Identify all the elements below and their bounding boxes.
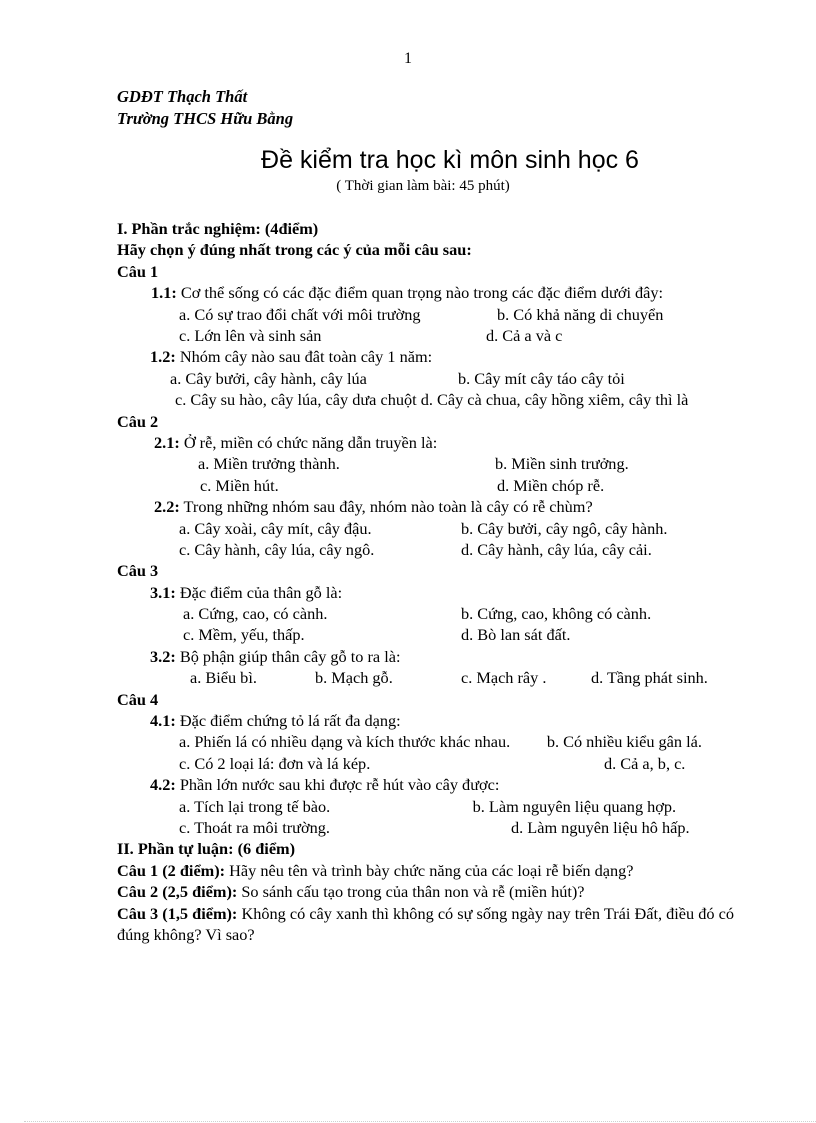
question-4-1 [117, 710, 734, 731]
part2-heading: II. Phần tự luận: (6 điểm) [117, 839, 296, 859]
answer-option: b. Miền sinh trưởng. [495, 454, 629, 474]
page-bottom-divider [24, 1121, 816, 1122]
answer-row [117, 325, 734, 346]
question-1-1-text: Cơ thể sống có các đặc điểm quan trọng nào trong các đặc điểm dưới đây: [176, 283, 664, 303]
answer-option: b. Có khả năng di chuyển [497, 304, 664, 324]
question-4-2-text: Phần lớn nước sau khi được rễ hút vào cây được: [175, 775, 500, 795]
question-3-label: Câu 3 [117, 561, 159, 581]
question-2-2-text: Trong những nhóm sau đây, nhóm nào toàn là cây có rễ chùm? [179, 497, 593, 517]
part1-instruction: Hãy chọn ý đúng nhất trong các ý của mỗi câu sau: [117, 240, 472, 260]
question-1-2-text: Nhóm cây nào sau đât toàn cây 1 năm: [175, 347, 433, 367]
school-name: Trường THCS Hữu Bằng [117, 109, 294, 128]
question-4-label: Câu 4 [117, 689, 159, 709]
question-2-1 [117, 432, 734, 453]
question-1-label: Câu 1 [117, 261, 159, 281]
answer-row [117, 753, 734, 774]
answer-option: b. Cây bưởi, cây ngô, cây hành. [461, 518, 668, 538]
essay-question-3 [117, 903, 734, 946]
answer-option: c. Lớn lên và sinh sản [179, 325, 322, 345]
answer-option: c. Cây hành, cây lúa, cây ngô. [179, 539, 375, 559]
answer-option: c. Thoát ra môi trường. [179, 818, 330, 837]
question-1-1-number: 1.1: [151, 283, 177, 303]
answer-row [117, 368, 734, 389]
answer-row [117, 603, 734, 624]
answer-option: b. Cây mít cây táo cây tỏi [458, 368, 625, 388]
answer-option: d. Cây hành, cây lúa, cây cải. [461, 539, 652, 559]
question-3-2 [117, 646, 734, 667]
essay-question-2-label: Câu 2 (2,5 điểm): [117, 882, 238, 902]
answer-option: b. Cứng, cao, không có cành. [461, 604, 652, 624]
answer-row [117, 518, 734, 539]
question-3-1-number: 3.1: [150, 582, 176, 602]
exam-title: Đề kiểm tra học kì môn sinh học 6 [261, 146, 639, 174]
answer-option: d. Bò lan sát đất. [461, 625, 571, 645]
answer-row [117, 667, 734, 688]
exam-duration: ( Thời gian làm bài: 45 phút) [336, 178, 510, 194]
answer-option: d. Làm nguyên liệu hô hấp. [511, 818, 690, 837]
question-4-1-text: Đặc điểm chứng tỏ lá rất đa dạng: [175, 711, 401, 731]
answer-option: c. Mạch rây . [461, 668, 547, 688]
page-number: 1 [404, 50, 412, 67]
answer-row [117, 453, 734, 474]
answer-option: a. Biểu bì. [190, 668, 257, 688]
question-4-2 [117, 774, 734, 795]
essay-question-1-label: Câu 1 (2 điểm): [117, 860, 226, 880]
answer-row [117, 624, 734, 645]
answer-option: d. Cả a, b, c. [604, 753, 686, 773]
answer-option: d. Tầng phát sinh. [591, 668, 708, 688]
answer-row [117, 817, 734, 838]
answer-row [117, 304, 734, 325]
question-4-2-number: 4.2: [150, 775, 176, 795]
essay-question-1 [117, 860, 734, 881]
question-3-1 [117, 582, 734, 603]
part1-heading: I. Phần trắc nghiệm: (4điểm) [117, 219, 319, 238]
question-3-2-text: Bộ phận giúp thân cây gỗ to ra là: [175, 646, 401, 666]
answer-option: c. Có 2 loại lá: đơn và lá kép. [179, 753, 371, 773]
essay-question-2-text: So sánh cấu tạo trong của thân non và rễ (miền hút)? [237, 882, 585, 902]
question-2-2 [117, 496, 734, 517]
question-4-1-number: 4.1: [150, 711, 176, 731]
answer-option: c. Miền hút. [200, 475, 279, 495]
answer-row [117, 539, 734, 560]
exam-body [117, 218, 734, 945]
question-1-2-number: 1.2: [150, 347, 176, 367]
question-1-2 [117, 346, 734, 367]
answer-option: a. Miền trưởng thành. [198, 454, 340, 474]
question-2-1-number: 2.1: [154, 432, 180, 452]
essay-question-3-label: Câu 3 (1,5 điểm): [117, 903, 238, 923]
answer-option: d. Cả a và c [486, 325, 563, 345]
question-2-1-text: Ở rễ, miền có chức năng dẫn truyền là: [179, 432, 438, 452]
answer-option: a. Cây xoài, cây mít, cây đậu. [179, 518, 372, 538]
answer-option: b. Mạch gỗ. [315, 668, 393, 688]
essay-question-2 [117, 881, 734, 902]
question-3-1-text: Đặc điểm của thân gỗ là: [175, 582, 343, 602]
question-1-1 [117, 282, 734, 303]
answer-option: a. Cây bưởi, cây hành, cây lúa [170, 368, 367, 388]
answer-option: a. Cứng, cao, có cành. [183, 604, 328, 624]
department-name: GDĐT Thạch Thất [117, 87, 248, 106]
answer-row [117, 475, 734, 496]
question-2-2-number: 2.2: [154, 497, 180, 517]
answer-option: d. Miền chóp rễ. [497, 475, 605, 495]
question-3-2-number: 3.2: [150, 646, 176, 666]
answer-option: a. Phiến lá có nhiều dạng và kích thước khác nhau. b. Có nhiều kiểu gân lá. [179, 732, 702, 752]
answer-option: c. Mềm, yếu, thấp. [183, 625, 305, 645]
document-header [117, 86, 293, 130]
essay-question-1-text: Hãy nêu tên và trình bày chức năng của các loại rễ biến dạng? [225, 860, 634, 880]
question-2-label: Câu 2 [117, 411, 159, 431]
essay-question-3-text: Không có cây xanh thì không có sự sống ngày nay trên Trái Đất, điều đó có đúng không? Vì sao? [117, 903, 734, 944]
answer-option: a. Tích lại trong tế bào. b. Làm nguyên liệu quang hợp. [179, 796, 677, 816]
answer-option: a. Có sự trao đổi chất với môi trường [179, 304, 421, 324]
answer-option: c. Cây su hào, cây lúa, cây dưa chuột d. Cây cà chua, cây hồng xiêm, cây thì là [175, 390, 689, 410]
